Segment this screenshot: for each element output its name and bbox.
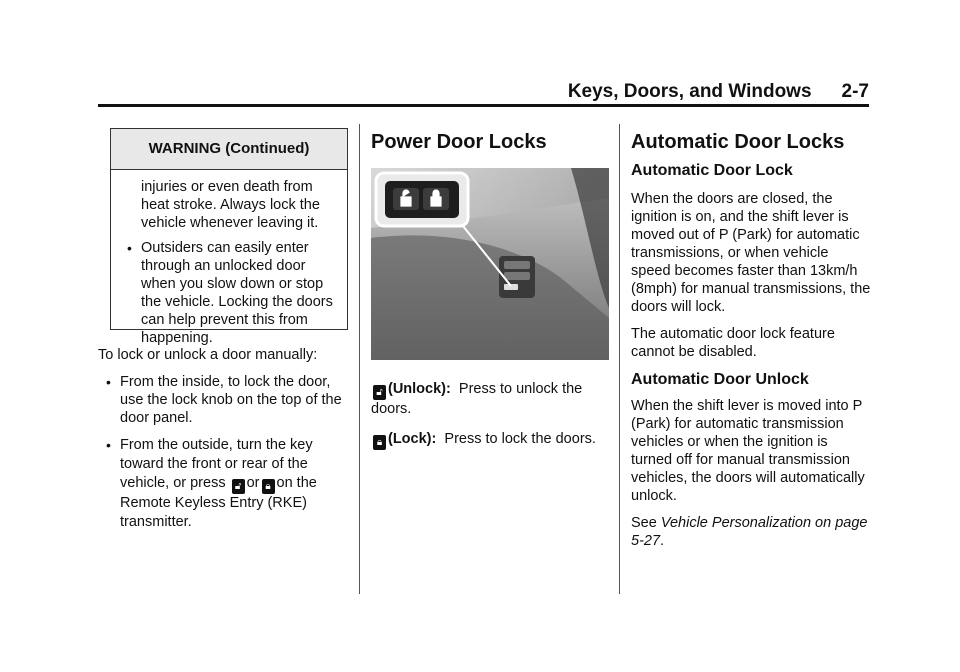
automatic-lock-paragraph: When the doors are closed, the ignition is on, and the shift lever is moved out of P (Park) for automatic transmissions, or when vehicle speed becomes faster than 13km/h (8mph) for manual transmissions, the doors will lock. bbox=[631, 191, 871, 315]
page-header bbox=[98, 82, 869, 102]
door-lock-switch-photo bbox=[371, 168, 609, 360]
column-middle bbox=[371, 130, 611, 154]
automatic-unlock-paragraph: When the shift lever is moved into P (Park) for automatic transmission vehicles or when the ignition is turned off for manual transmission vehicles, the doors will automatically unlock. bbox=[631, 398, 865, 504]
manual-lock-intro: To lock or unlock a door manually: bbox=[98, 347, 318, 363]
bullet-icon: • bbox=[127, 240, 132, 256]
bullet-icon: • bbox=[106, 374, 111, 390]
feature-note: The automatic door lock feature cannot be disabled. bbox=[631, 326, 835, 360]
column-right bbox=[631, 130, 871, 559]
unlock-icon: 🔓︎ bbox=[232, 479, 245, 494]
lock-descriptions bbox=[371, 380, 611, 459]
list-item: • From the outside, turn the key toward the front or rear of the vehicle, or press 🔓︎ or 🔒︎ on the Remote Keyless Entry (RKE) transmitter. bbox=[106, 437, 317, 530]
warning-box bbox=[110, 128, 348, 346]
cross-reference: See Vehicle Personalization on page 5-27. bbox=[631, 515, 868, 549]
bullet-icon: • bbox=[106, 437, 111, 453]
automatic-door-locks-heading: Automatic Door Locks bbox=[631, 131, 845, 153]
unlock-description: 🔓︎ (Unlock): Press to unlock the doors. bbox=[371, 381, 583, 417]
warning-continuation: injuries or even death from heat stroke. Always lock the vehicle whenever leaving it. bbox=[141, 179, 320, 231]
warning-title: WARNING (Continued) bbox=[111, 129, 347, 170]
personalization-link[interactable]: Vehicle Personalization on page 5-27 bbox=[631, 515, 868, 549]
column-divider bbox=[359, 124, 360, 594]
section-title: Keys, Doors, and Windows bbox=[567, 81, 812, 102]
automatic-door-lock-subheading: Automatic Door Lock bbox=[631, 162, 793, 179]
lock-icon: 🔒︎ bbox=[373, 435, 386, 450]
column-left bbox=[98, 346, 350, 532]
page-number: 2-7 bbox=[841, 81, 869, 102]
header-rule bbox=[98, 104, 869, 107]
column-divider bbox=[619, 124, 620, 594]
automatic-door-unlock-subheading: Automatic Door Unlock bbox=[631, 371, 809, 388]
power-door-locks-heading: Power Door Locks bbox=[371, 131, 547, 153]
lock-description: 🔒︎ (Lock): Press to lock the doors. bbox=[371, 430, 611, 450]
warning-bullet: • Outsiders can easily enter through an unlocked door when you slow down or stop the vehicle. Locking the doors can help prevent this from happening. bbox=[127, 240, 333, 346]
unlock-icon: 🔓︎ bbox=[373, 385, 386, 400]
list-item: • From the inside, to lock the door, use the lock knob on the top of the door panel. bbox=[106, 374, 342, 426]
lock-icon: 🔒︎ bbox=[262, 479, 275, 494]
